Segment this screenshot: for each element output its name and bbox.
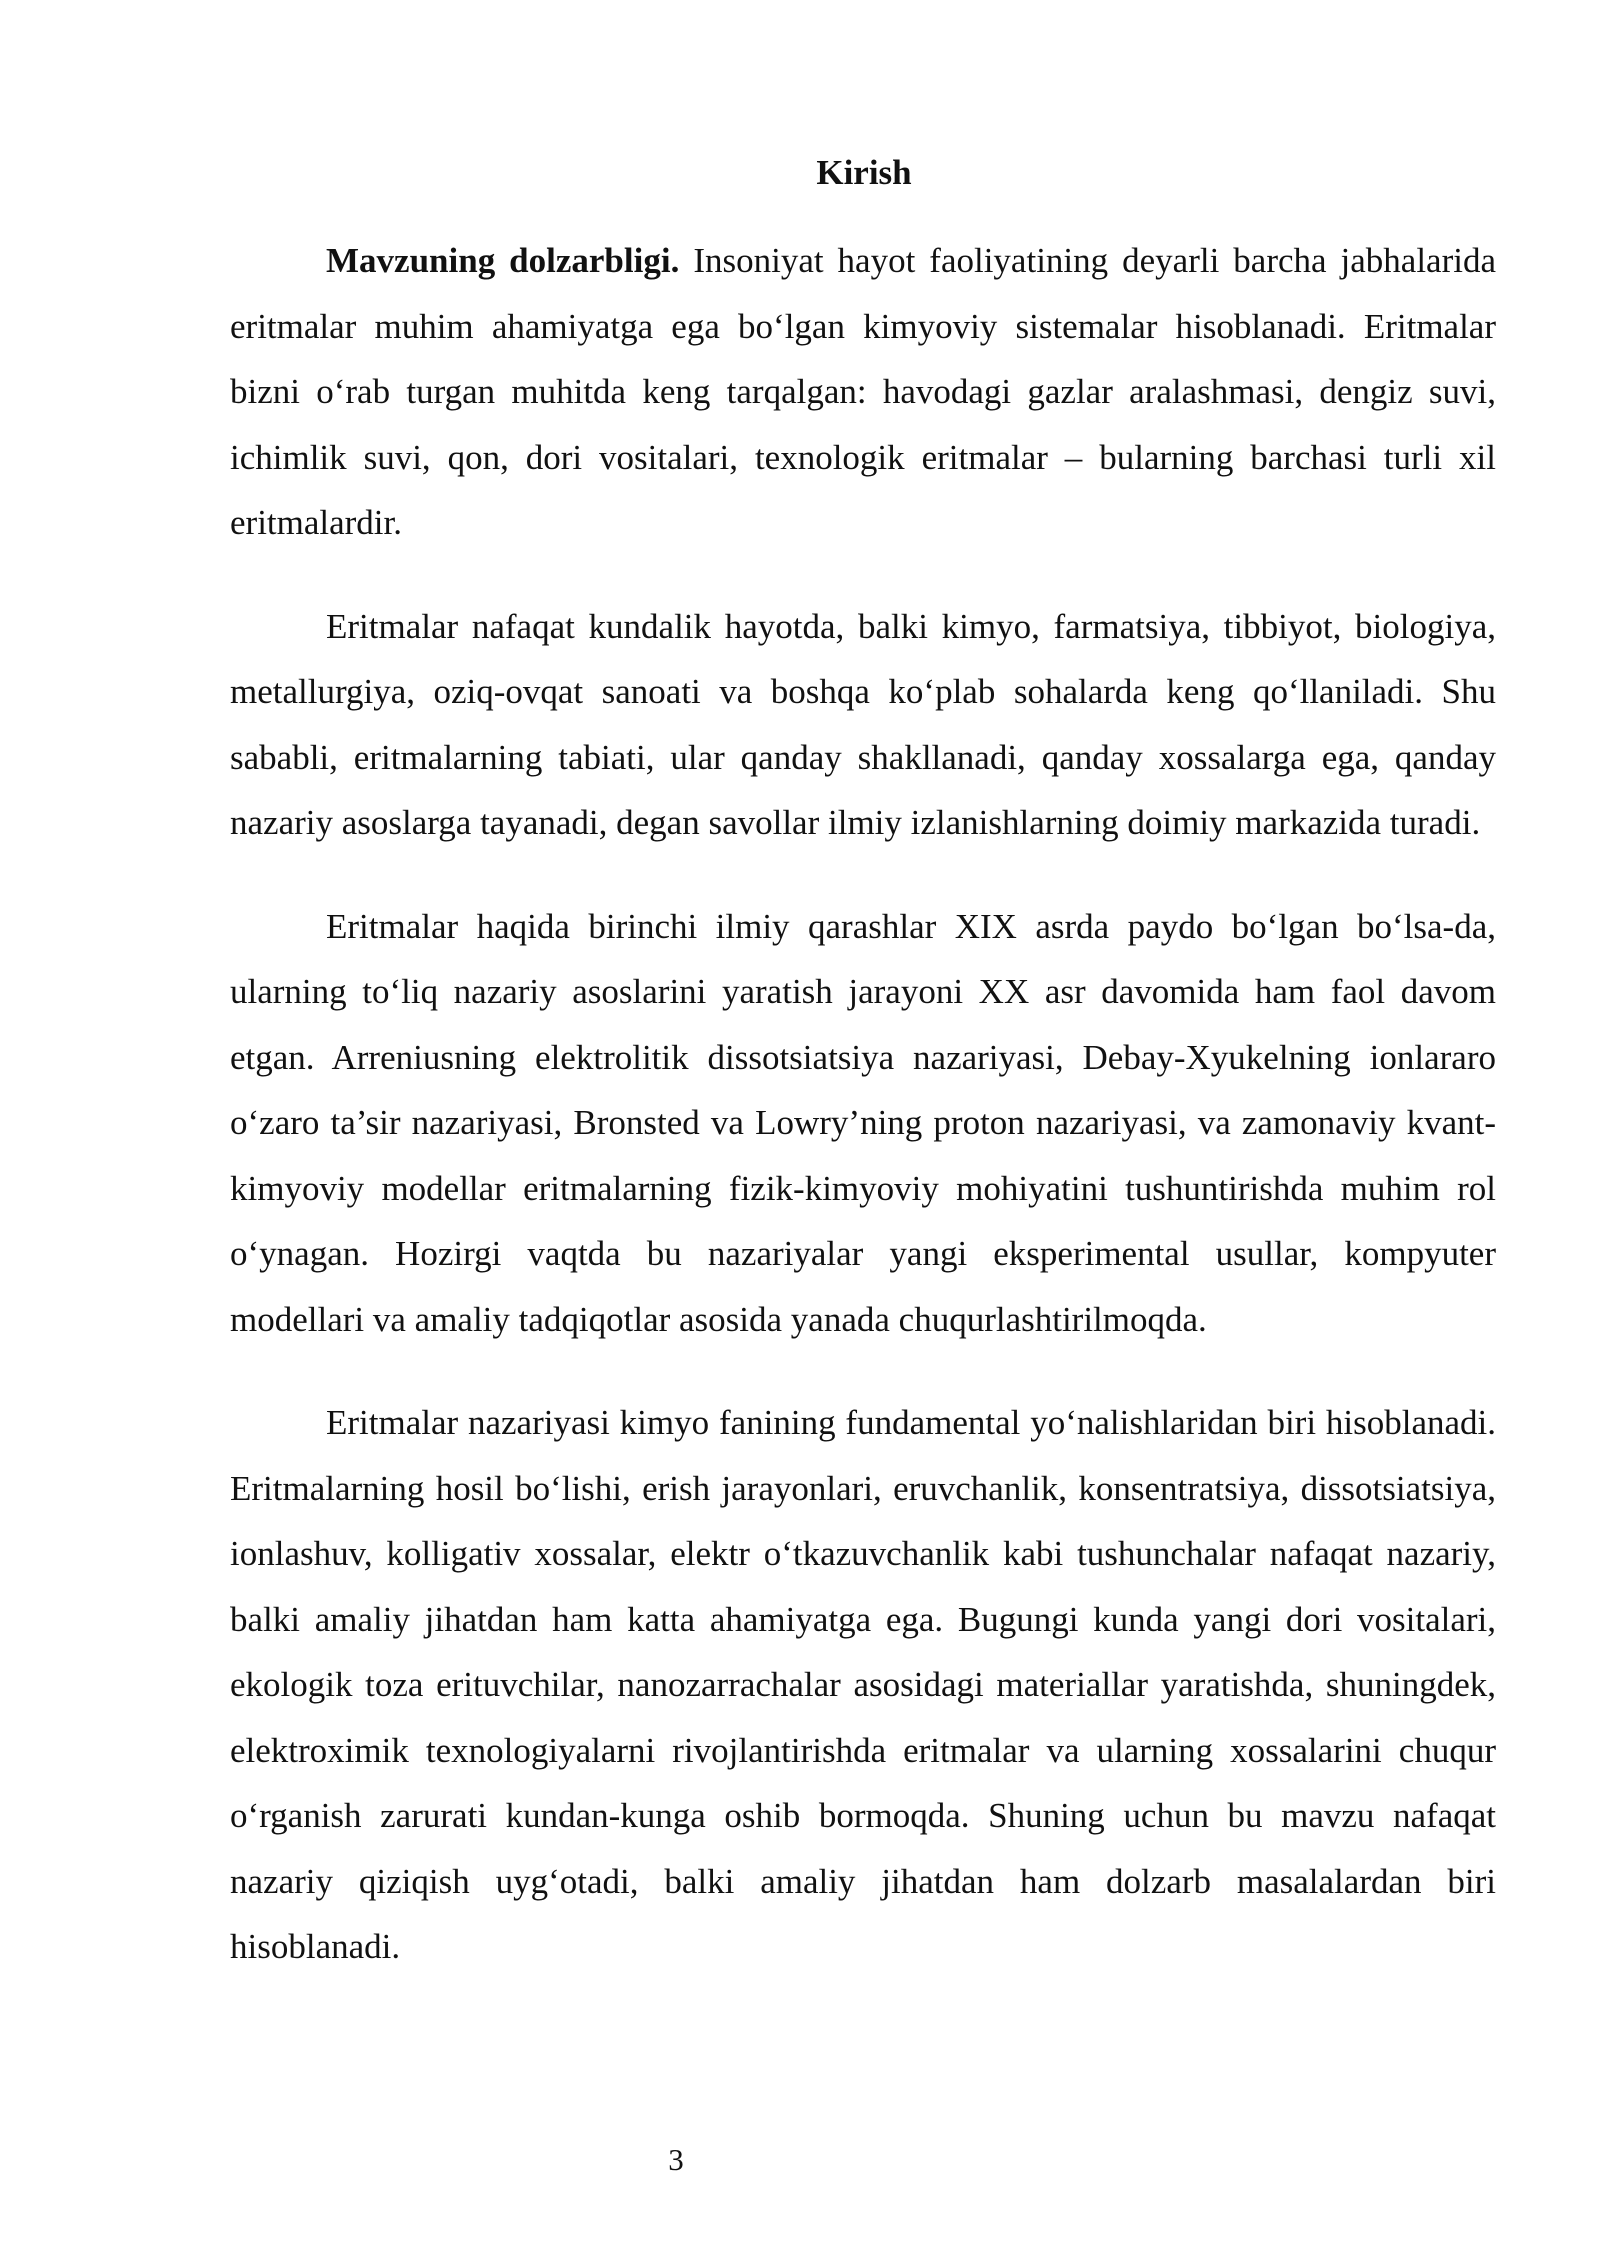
page-number: 3 <box>668 2142 684 2177</box>
paragraph-text: Insoniyat hayot faoliyatining deyarli barcha jabhalarida eritmalar muhim ahamiyatga ega bo‘lgan kimyoviy sistemalar hisoblanadi. Eritmalar bizni o‘rab turgan muhitda keng tarqalgan: havodagi gazlar aralashmasi, dengiz suvi, ichimlik suvi, qon, dori vositalari, texnologik eritmalar – bularning barchasi turli xil eritmalardir. <box>230 241 1496 542</box>
paragraph-1 <box>230 228 1496 556</box>
paragraph-4: Eritmalar nazariyasi kimyo fanining fundamental yo‘nalishlaridan biri hisoblanadi. Eritmalarning hosil bo‘lishi, erish jarayonlari, eruvchanlik, konsentratsiya, dissotsiatsiya, ionlashuv, kolligativ xossalar, elektr o‘tkazuvchanlik kabi tushunchalar nafaqat nazariy, balki amaliy jihatdan ham katta ahamiyatga ega. Bugungi kunda yangi dori vositalari, ekologik toza erituvchilar, nanozarrachalar asosidagi materiallar yaratishda, shuningdek, elektroximik texnologiyalarni rivojlantirishda eritmalar va ularning xossalarini chuqur o‘rganish zarurati kundan-kunga oshib bormoqda. Shuning uchun bu mavzu nafaqat nazariy qiziqish uyg‘otadi, balki amaliy jihatdan ham dolzarb masalalardan biri hisoblanadi. <box>230 1403 1496 1966</box>
section-title: Kirish <box>816 153 912 192</box>
body-text <box>230 228 1496 2018</box>
paragraph-lead: Mavzuning dolzarbligi. <box>326 241 680 280</box>
paragraph-2: Eritmalar nafaqat kundalik hayotda, balki kimyo, farmatsiya, tibbiyot, biologiya, metallurgiya, oziq-ovqat sanoati va boshqa ko‘plab sohalarda keng qo‘llaniladi. Shu sababli, eritmalarning tabiati, ular qanday shakllanadi, qanday xossalarga ega, qanday nazariy asoslarga tayanadi, degan savollar ilmiy izlanishlarning doimiy markazida turadi. <box>230 606 1496 842</box>
paragraph-3: Eritmalar haqida birinchi ilmiy qarashlar XIX asrda paydo bo‘lgan bo‘lsa-da, ularning to‘liq nazariy asoslarini yaratish jarayoni XX asr davomida ham faol davom etgan. Arreniusning elektrolitik dissotsiatsiya nazariyasi, Debay-Xyukelning ionlararo o‘zaro ta’sir nazariyasi, Bronsted va Lowry’ning proton nazariyasi, va zamonaviy kvant-kimyoviy modellar eritmalarning fizik-kimyoviy mohiyatini tushuntirishda muhim rol o‘ynagan. Hozirgi vaqtda bu nazariyalar yangi eksperimental usullar, kompyuter modellari va amaliy tadqiqotlar asosida yanada chuqurlashtirilmoqda. <box>230 906 1496 1339</box>
